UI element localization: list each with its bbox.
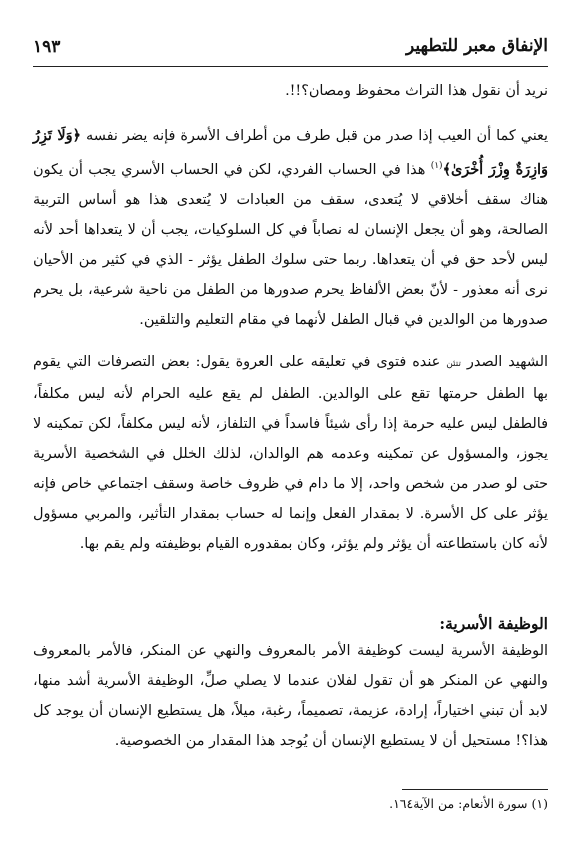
header-rule xyxy=(33,66,548,67)
paragraph-text: عنده فتوى في تعليقه على العروة يقول: بعض التصرفات التي يقوم بها الطفل حرمتها تقع على الوالدين. الطفل لم يقع عليه الحرام لأنه ليس مكلفاً، فالطفل ليس عليه حرمة إذا رأى شيئاً فاسداً في التلفاز، لأنه ليس مكلفاً، لكن تمكينه لا يجوز، والمسؤول عن تمكينه وعدمه هم الوالدان، لذلك الخلل في الشخصية الأسرية حتى لو صدر من شخص واحد، إلا ما دام في ظروف خاصة وسقف اجتماعي خاص فإنه يؤثر على كل الأسرة. لا بمقدار الفعل وإنما له حساب بمقدار التأثير، والمربي مسؤول لأنه كان باستطاعته أن يؤثر ولم يؤثر، وكان بمقدوره القيام بوظيفته ولم يقم بها. xyxy=(33,354,548,552)
footnote-reference: (١) xyxy=(430,161,443,171)
footnote: (١) سورة الأنعام: من الآية١٦٤. xyxy=(389,796,548,811)
paragraph-martyr-sadr xyxy=(33,347,548,559)
paragraph-text: هذا في الحساب الفردي، لكن في الحساب الأسري يجب أن يكون هناك سقف أخلاقي لا يُتعدى، سقف من العبادات لا يُتعدى هذا هو أساس التربية الصالحة، وهو أن يجعل الإنسان له نصاباً في كل السلوكيات، يجب أن لا يتعداها أحد لأنه ليس لأحد حق في أن يتعداها. ربما حتى سلوك الطفل يؤثر - الذي في كثير من الأحيان نرى أنه معذور - لأنّ بعض الألفاظ يحرم صدورها من الطفل من ناحية شرعية، بل يحرم صدورها من الوالدين في قبال الطفل لأنهما في مقام التعليم والتلقين. xyxy=(33,161,548,328)
paragraph-text: الشهيد الصدر xyxy=(466,354,548,370)
page-number: ١٩٣ xyxy=(33,37,61,57)
paragraph-intro: نريد أن نقول هذا التراث محفوظ ومصان؟!!. xyxy=(285,83,548,99)
paragraph-family-duty: الوظيفة الأسرية ليست كوظيفة الأمر بالمعروف والنهي عن المنكر، فالأمر بالمعروف والنهي عن المنكر هو أن تقول لفلان عندما لا يصلي صلِّ، الوظيفة الأسرية أشد منها، لابد أن تبني اختياراً، إرادة، عزيمة، تصميماً، رغبة، ميلاً، هل يستطيع الإنسان أن يوجد كل هذا؟! مستحيل أن لا يستطيع الإنسان أن يُوجد هذا المقدار من الخصوصية. xyxy=(33,643,548,749)
paragraph-family-fault xyxy=(33,121,548,335)
section-heading: الوظيفة الأسرية: xyxy=(439,614,548,633)
footnote-rule xyxy=(402,789,548,790)
paragraph-text: يعني كما أن العيب إذا صدر من قبل طرف من أطراف الأسرة فإنه يضر نفسه xyxy=(86,128,548,144)
honorific-symbol: تتئن xyxy=(446,359,461,369)
quran-verse: ﴿وَلَا تَزِرُ وَازِرَةٌ وِزْرَ أُخْرَىٰ﴾ xyxy=(33,127,548,178)
running-header-title: الإنفاق معبر للتطهير xyxy=(405,36,548,56)
